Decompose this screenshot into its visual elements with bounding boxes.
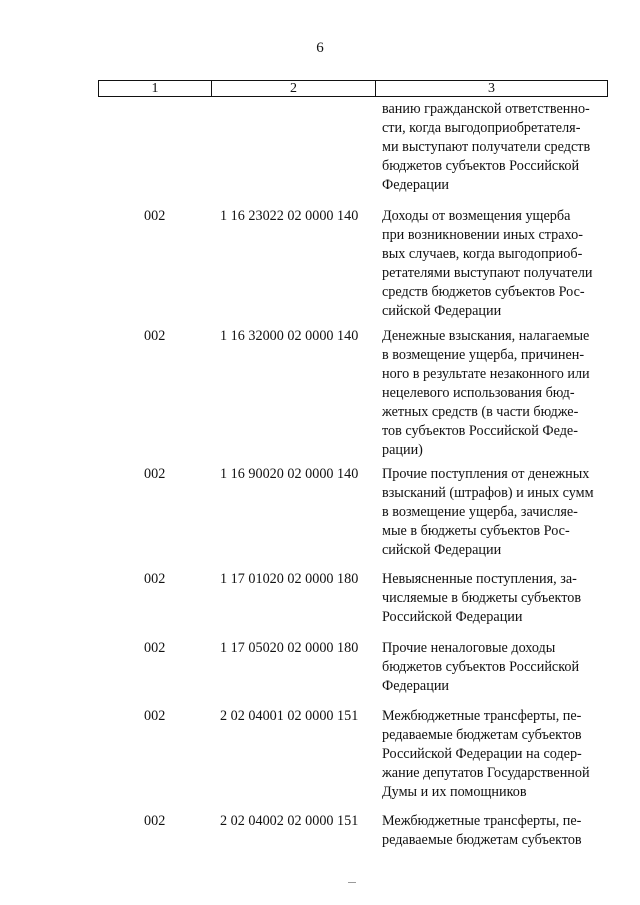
name-line: Российской Федерации на содер-: [382, 746, 582, 762]
column-header-1: 1: [151, 80, 159, 96]
budget-classification-code: 2 02 04001 02 0000 151: [220, 708, 359, 724]
name-line: редаваемые бюджетам субъектов: [382, 727, 582, 743]
budget-classification-code: 1 16 32000 02 0000 140: [220, 328, 359, 344]
revenue-name: [382, 327, 604, 460]
revenue-name: [382, 570, 604, 627]
name-line: ми выступают получатели средств: [382, 139, 591, 155]
name-line: бюджетов субъектов Российской: [382, 659, 580, 675]
name-line: Прочие поступления от денежных: [382, 466, 590, 482]
name-line: жетных средств (в части бюдже-: [382, 404, 579, 420]
name-line: вых случаев, когда выгодоприоб-: [382, 246, 583, 262]
admin-code: 002: [144, 813, 166, 829]
name-line: Прочие неналоговые доходы: [382, 640, 556, 656]
budget-classification-code: 2 02 04002 02 0000 151: [220, 813, 359, 829]
column-header-3: 3: [375, 81, 607, 96]
name-line: сти, когда выгодоприобретателя-: [382, 120, 581, 136]
page-number: 6: [316, 40, 324, 56]
admin-code: 002: [144, 708, 166, 724]
table-header: [98, 80, 608, 97]
name-line: нецелевого использования бюд-: [382, 385, 575, 401]
name-line: в возмещение ущерба, причинен-: [382, 347, 585, 363]
name-line: тов субъектов Российской Феде-: [382, 423, 578, 439]
name-line: Невыясненные поступления, за-: [382, 571, 577, 587]
admin-code: 002: [144, 208, 166, 224]
scan-mark: [348, 882, 356, 883]
name-line: жание депутатов Государственной: [382, 765, 590, 781]
budget-classification-code: 1 17 01020 02 0000 180: [220, 571, 359, 587]
name-line: редаваемые бюджетам субъектов: [382, 832, 582, 848]
revenue-name: [382, 812, 604, 850]
name-line: в возмещение ущерба, зачисляе-: [382, 504, 578, 520]
name-line: средств бюджетов субъектов Рос-: [382, 284, 585, 300]
name-line: Думы и их помощников: [382, 784, 527, 800]
name-line: ванию гражданской ответственно-: [382, 101, 590, 117]
name-line: Федерации: [382, 678, 450, 694]
revenue-name: [382, 207, 604, 321]
budget-classification-code: 1 16 23022 02 0000 140: [220, 208, 359, 224]
name-line: Межбюджетные трансферты, пе-: [382, 708, 582, 724]
name-line: сийской Федерации: [382, 542, 502, 558]
name-line: мые в бюджеты субъектов Рос-: [382, 523, 570, 539]
admin-code: 002: [144, 466, 166, 482]
name-line: Межбюджетные трансферты, пе-: [382, 813, 582, 829]
name-line: при возникновении иных страхо-: [382, 227, 583, 243]
budget-classification-code: 1 16 90020 02 0000 140: [220, 466, 359, 482]
admin-code: 002: [144, 571, 166, 587]
name-line: числяемые в бюджеты субъектов: [382, 590, 582, 606]
name-line: ного в результате незаконного или: [382, 366, 590, 382]
name-line: рации): [382, 442, 423, 458]
budget-classification-code: 1 17 05020 02 0000 180: [220, 640, 359, 656]
name-line: Денежные взыскания, налагаемые: [382, 328, 590, 344]
revenue-name: [382, 465, 604, 560]
name-line: Федерации: [382, 177, 450, 193]
name-line: сийской Федерации: [382, 303, 502, 319]
revenue-name: [382, 639, 604, 696]
admin-code: 002: [144, 328, 166, 344]
name-line: Доходы от возмещения ущерба: [382, 208, 571, 224]
revenue-name: [382, 100, 604, 195]
name-line: ретателями выступают получатели: [382, 265, 593, 281]
column-header-2: 2: [211, 81, 375, 96]
admin-code: 002: [144, 640, 166, 656]
name-line: взысканий (штрафов) и иных сумм: [382, 485, 594, 501]
name-line: бюджетов субъектов Российской: [382, 158, 580, 174]
name-line: Российской Федерации: [382, 609, 523, 625]
revenue-name: [382, 707, 604, 802]
